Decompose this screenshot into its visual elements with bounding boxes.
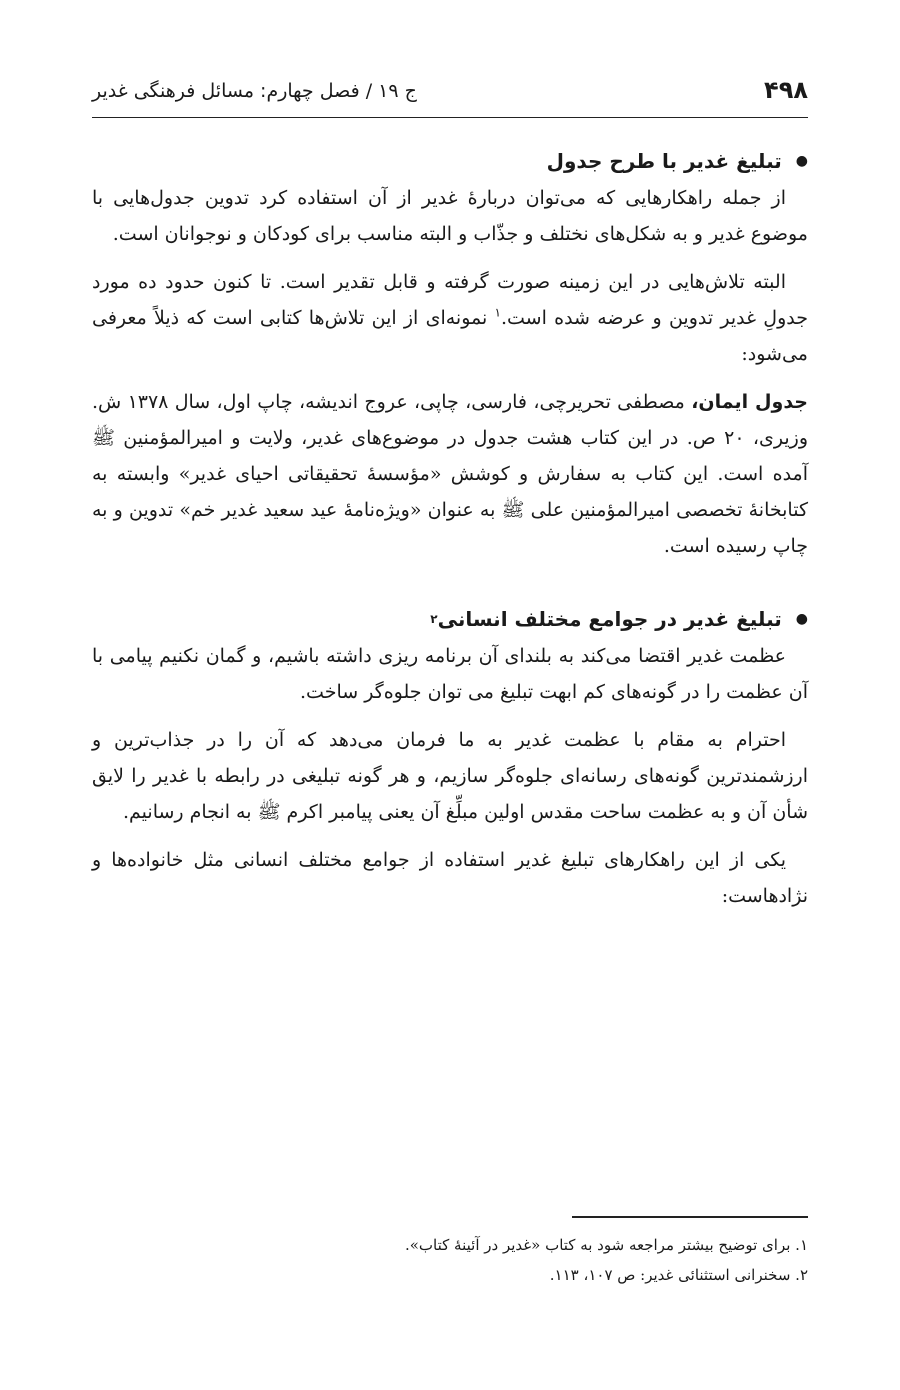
page-content — [92, 142, 808, 914]
section-heading-table — [92, 142, 808, 180]
footnote-rule — [572, 1216, 808, 1218]
footnotes — [92, 1216, 808, 1290]
bullet-icon: ● — [795, 611, 808, 627]
book-page — [92, 0, 808, 1390]
paragraph: احترام به مقام با عظمت غدیر به ما فرمان می‌دهد که آن را در جذاب‌ترین و ارزشمندترین گونه‌های رسانه‌ای جلوه‌گر سازیم، و هر گونه تبلیغی در رابطه با غدیر را لایق شأن آن و به عظمت ساحت مقدس اولین مبلِّغ آن یعنی پیامبر اکرم ﷺ به انجام رسانیم. — [92, 729, 808, 823]
section-heading-communities — [92, 600, 808, 638]
page-header — [92, 72, 808, 112]
running-head: ج ۱۹ / فصل چهارم: مسائل فرهنگی غدیر — [92, 80, 417, 102]
section-heading-text: تبلیغ غدیر با طرح جدول — [546, 149, 782, 173]
footnote-ref: ۱ — [494, 305, 501, 320]
book-entry — [92, 384, 808, 564]
page-number: ۴۹۸ — [764, 76, 808, 104]
footnote-ref: ۲ — [430, 612, 438, 626]
paragraph — [92, 264, 808, 372]
book-title: جدول ایمان، — [691, 391, 808, 413]
paragraph: یکی از این راهکارهای تبلیغ غدیر استفاده از جوامع مختلف انسانی مثل خانواده‌ها و نژادهاست: — [92, 849, 808, 907]
header-rule — [92, 117, 808, 118]
paragraph: از جمله راهکارهایی که می‌توان دربارۀ غدیر از آن استفاده کرد تدوین جدول‌هایی با موضوع غدیر و به شکل‌های نختلف و جذّاب و البته مناسب برای کودکان و نوجوانان است. — [92, 187, 808, 245]
paragraph-text: نمونه‌ای از این تلاش‌ها کتابی است که ذیلاً معرفی می‌شود: — [92, 307, 808, 365]
book-description: مصطفی تحریرچی، فارسی، چاپی، عروج اندیشه، چاپ اول، سال ۱۳۷۸ ش. وزیری، ۲۰ ص. در این کتاب هشت جدول در موضوع‌های غدیر، ولایت و امیرالمؤمنین ﷺ آمده است. این کتاب به سفارش و کوشش «مؤسسۀ تحقیقاتی احیای غدیر» وابسته به کتابخانۀ تخصصی امیرالمؤمنین علی ﷺ به عنوان «ویژه‌نامۀ عید سعید غدیر خم» تدوین و به چاپ رسیده است. — [92, 391, 809, 557]
footnote-2: ۲. سخنرانی استثنائی غدیر: ص ۱۰۷، ۱۱۳. — [549, 1266, 808, 1284]
bullet-icon: ● — [795, 153, 808, 169]
paragraph-text: البته تلاش‌هایی در این زمینه صورت گرفته و قابل تقدیر است. تا کنون حدود ده مورد جدولِ غدیر تدوین و عرضه شده است. — [92, 271, 808, 329]
footnote-1: ۱. برای توضیح بیشتر مراجعه شود به کتاب «غدیر در آئینۀ کتاب». — [404, 1236, 808, 1254]
section-heading-text: تبلیغ غدیر در جوامع مختلف انسانی — [437, 607, 782, 631]
paragraph: عظمت غدیر اقتضا می‌کند به بلندای آن برنامه ریزی داشته باشیم، و گمان نکنیم پیامی با آن عظمت را در گونه‌های کم ابهت تبلیغ می توان جلوه‌گر ساخت. — [92, 645, 808, 703]
